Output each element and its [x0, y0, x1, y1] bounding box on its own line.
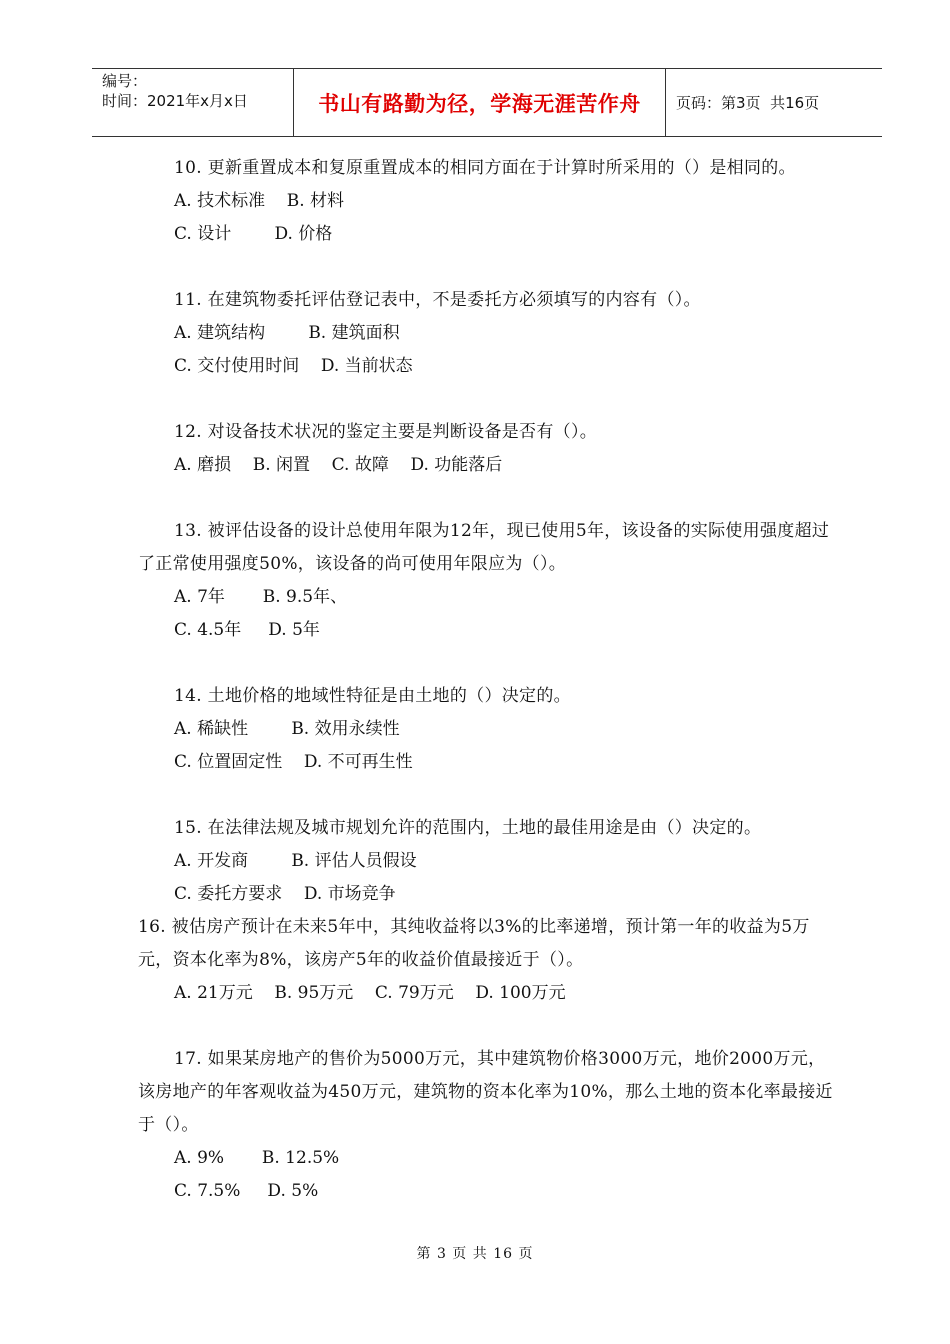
option-line: A. 7年 B. 9.5年、 — [174, 587, 348, 607]
question-list — [138, 152, 838, 1208]
question-12 — [138, 416, 838, 482]
question-text: 14. 土地价格的地域性特征是由土地的（）决定的。 — [174, 686, 571, 706]
question-17 — [138, 1043, 838, 1208]
question-10 — [138, 152, 838, 251]
option-line: C. 交付使用时间 D. 当前状态 — [174, 356, 413, 376]
option-line: C. 位置固定性 D. 不可再生性 — [174, 752, 413, 772]
question-text: 15. 在法律法规及城市规划允许的范围内，土地的最佳用途是由（）决定的。 — [174, 818, 762, 838]
question-text: 16. 被估房产预计在未来5年中，其纯收益将以3%的比率递增，预计第一年的收益为5万元，资本化率为8%，该房产5年的收益价值最接近于（）。 — [138, 917, 810, 970]
question-text: 10. 更新重置成本和复原重置成本的相同方面在于计算时所采用的（）是相同的。 — [174, 158, 796, 178]
question-text: 11. 在建筑物委托评估登记表中，不是委托方必须填写的内容有（）。 — [174, 290, 701, 310]
option-line: A. 开发商 B. 评估人员假设 — [174, 851, 417, 871]
option-line: A. 技术标准 B. 材料 — [174, 191, 344, 211]
code-label: 编号： — [102, 72, 148, 90]
option-line: A. 磨损 B. 闲置 C. 故障 D. 功能落后 — [174, 455, 503, 475]
motto-text: 书山有路勤为径，学海无涯苦作舟 — [318, 91, 641, 116]
option-line: A. 21万元 B. 95万元 C. 79万元 D. 100万元 — [174, 983, 566, 1003]
question-text: 17. 如果某房地产的售价为5000万元，其中建筑物价格3000万元，地价2000万元，该房地产的年客观收益为450万元，建筑物的资本化率为10%，那么土地的资本化率最接近于（）。 — [138, 1049, 833, 1135]
option-line: A. 建筑结构 B. 建筑面积 — [174, 323, 400, 343]
question-13 — [138, 515, 838, 647]
option-line: C. 设计 D. 价格 — [174, 224, 333, 244]
header-motto-cell — [294, 69, 666, 136]
option-line: A. 稀缺性 B. 效用永续性 — [174, 719, 400, 739]
question-text: 12. 对设备技术状况的鉴定主要是判断设备是否有（）。 — [174, 422, 598, 442]
option-line: C. 4.5年 D. 5年 — [174, 620, 320, 640]
header-page-cell — [666, 69, 882, 136]
question-15 — [138, 812, 838, 911]
page-footer: 第 3 页 共 16 页 — [416, 1246, 534, 1262]
document-header — [92, 68, 882, 137]
header-meta-cell — [92, 69, 294, 136]
question-16 — [138, 911, 838, 1010]
time-label: 时间：2021年x月x日 — [102, 92, 248, 110]
question-14 — [138, 680, 838, 779]
question-11 — [138, 284, 838, 383]
question-text: 13. 被评估设备的设计总使用年限为12年，现已使用5年，该设备的实际使用强度超过了正常使用强度50%，该设备的尚可使用年限应为（）。 — [138, 521, 830, 574]
option-line: C. 7.5% D. 5% — [174, 1181, 319, 1201]
option-line: A. 9% B. 12.5% — [174, 1148, 340, 1168]
page-label: 页码：第3页 共16页 — [676, 94, 820, 112]
option-line: C. 委托方要求 D. 市场竞争 — [174, 884, 396, 904]
